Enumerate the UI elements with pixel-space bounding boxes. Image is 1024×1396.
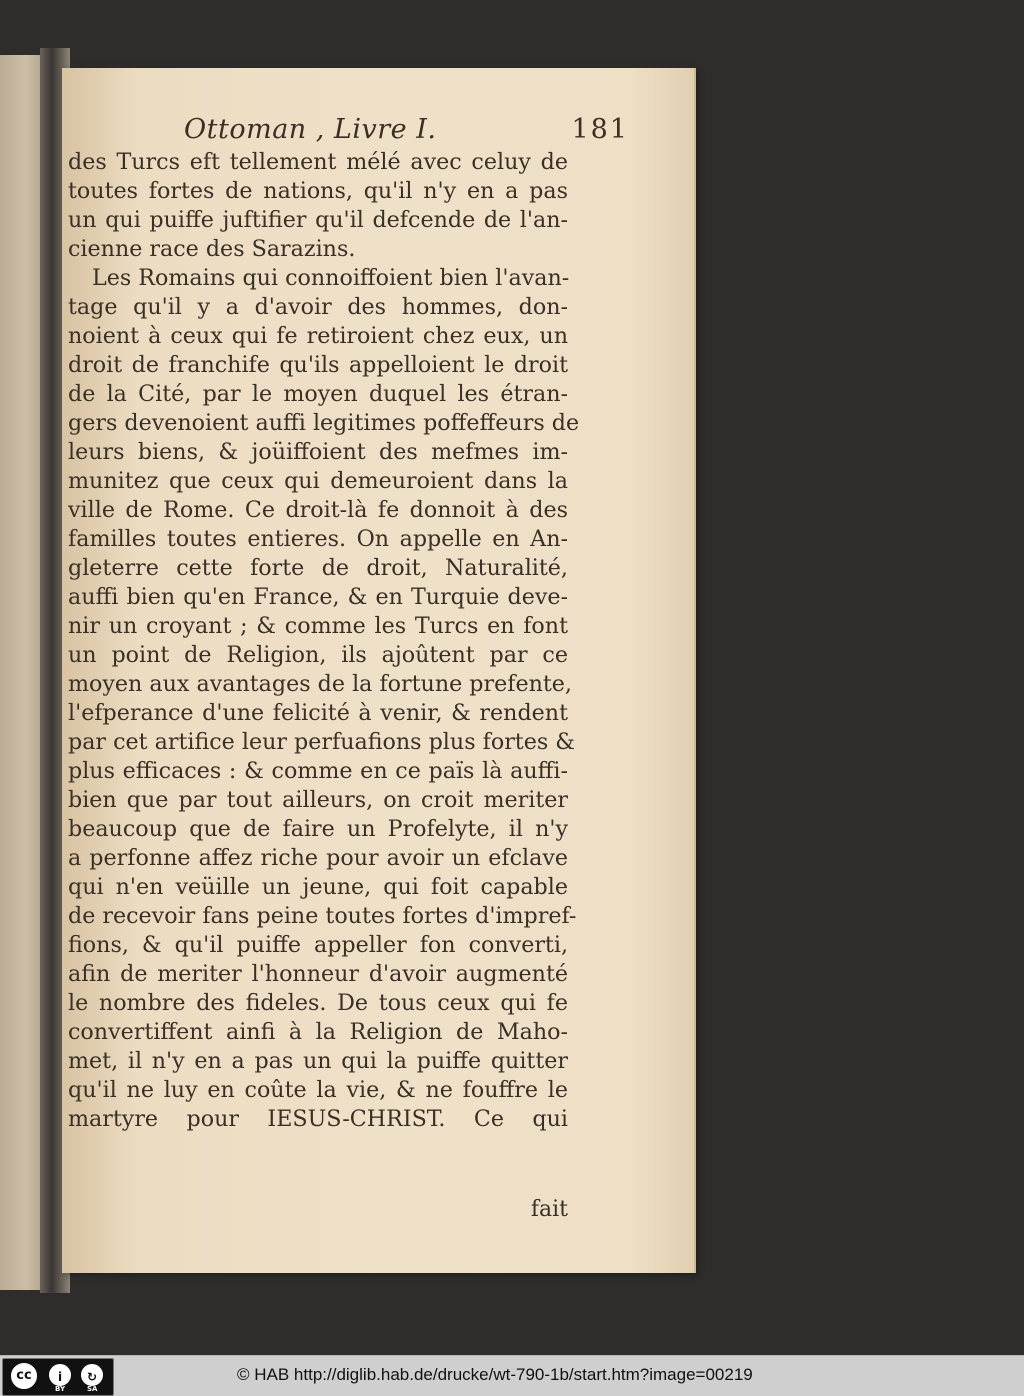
text-line: fions, & qu'il puiffe appeller fon converti, bbox=[68, 932, 568, 958]
page-number: 181 bbox=[571, 114, 629, 145]
share-alike-icon: ↻ bbox=[79, 1362, 105, 1388]
text-line: des Turcs eft tellement mélé avec celuy de bbox=[68, 149, 568, 175]
text-line: met, il n'y en a pas un qui la puiffe quitter bbox=[68, 1048, 568, 1074]
text-line: leurs biens, & joüiffoient des mefmes im- bbox=[68, 439, 568, 465]
text-line: familles toutes entieres. On appelle en An- bbox=[68, 526, 568, 552]
text-line: le nombre des fideles. De tous ceux qui fe bbox=[68, 990, 568, 1016]
attribution-icon: i bbox=[47, 1362, 73, 1388]
text-line: a perfonne affez riche pour avoir un efclave bbox=[68, 845, 568, 871]
text-line: Les Romains qui connoiffoient bien l'avan- bbox=[92, 265, 570, 291]
text-line: martyre pour IESUS-CHRIST. Ce qui bbox=[68, 1106, 568, 1132]
footer-bar bbox=[0, 1355, 1024, 1396]
text-line: gleterre cette forte de droit, Naturalité, bbox=[68, 555, 568, 581]
text-line: afin de meriter l'honneur d'avoir augmenté bbox=[68, 961, 568, 987]
text-line: tage qu'il y a d'avoir des hommes, don- bbox=[68, 294, 568, 320]
text-line: de la Cité, par le moyen duquel les étran- bbox=[68, 381, 568, 407]
page-header bbox=[184, 114, 629, 148]
text-line: droit de franchife qu'ils appelloient le droit bbox=[68, 352, 568, 378]
text-line: de recevoir fans peine toutes fortes d'impref- bbox=[68, 903, 577, 929]
text-line: beaucoup que de faire un Profelyte, il n'y bbox=[68, 816, 568, 842]
cc-license-badge[interactable] bbox=[2, 1358, 114, 1396]
text-line: gers devenoient auffi legitimes poffeffeurs de bbox=[68, 410, 580, 436]
text-line: un point de Religion, ils ajoûtent par ce bbox=[68, 642, 568, 668]
text-line: l'efperance d'une felicité à venir, & rendent bbox=[68, 700, 568, 726]
text-line: noient à ceux qui fe retiroient chez eux, un bbox=[68, 323, 568, 349]
text-line: un qui puiffe juftifier qu'il defcende de l'an- bbox=[68, 207, 568, 233]
sa-label: SA bbox=[87, 1385, 98, 1393]
text-line: qui n'en veüille un jeune, qui foit capable bbox=[68, 874, 568, 900]
by-label: BY bbox=[55, 1385, 66, 1393]
text-line: toutes fortes de nations, qu'il n'y en a pas bbox=[68, 178, 568, 204]
text-line: qu'il ne luy en coûte la vie, & ne fouffre le bbox=[68, 1077, 568, 1103]
text-line: auffi bien qu'en France, & en Turquie deve- bbox=[68, 584, 568, 610]
book-page bbox=[62, 68, 696, 1273]
text-line: bien que par tout ailleurs, on croit meriter bbox=[68, 787, 568, 813]
text-line: par cet artifice leur perfuafions plus fortes & bbox=[68, 729, 576, 755]
text-line: nir un croyant ; & comme les Turcs en font bbox=[68, 613, 568, 639]
text-line: convertiffent ainfi à la Religion de Maho- bbox=[68, 1019, 568, 1045]
text-line: ville de Rome. Ce droit-là fe donnoit à des bbox=[68, 497, 568, 523]
text-line: cienne race des Sarazins. bbox=[68, 236, 356, 262]
text-line: munitez que ceux qui demeuroient dans la bbox=[68, 468, 568, 494]
body-text bbox=[68, 148, 580, 1222]
copyright-url[interactable]: © HAB http://diglib.hab.de/drucke/wt-790-1b/start.htm?image=00219 bbox=[237, 1365, 753, 1384]
running-title: Ottoman , Livre I. bbox=[184, 114, 437, 145]
catchword: fait bbox=[530, 1197, 568, 1222]
text-line: moyen aux avantages de la fortune prefente, bbox=[68, 671, 572, 697]
creative-commons-icon: cc bbox=[9, 1361, 39, 1391]
text-line: plus efficaces : & comme en ce païs là auffi- bbox=[68, 758, 568, 784]
